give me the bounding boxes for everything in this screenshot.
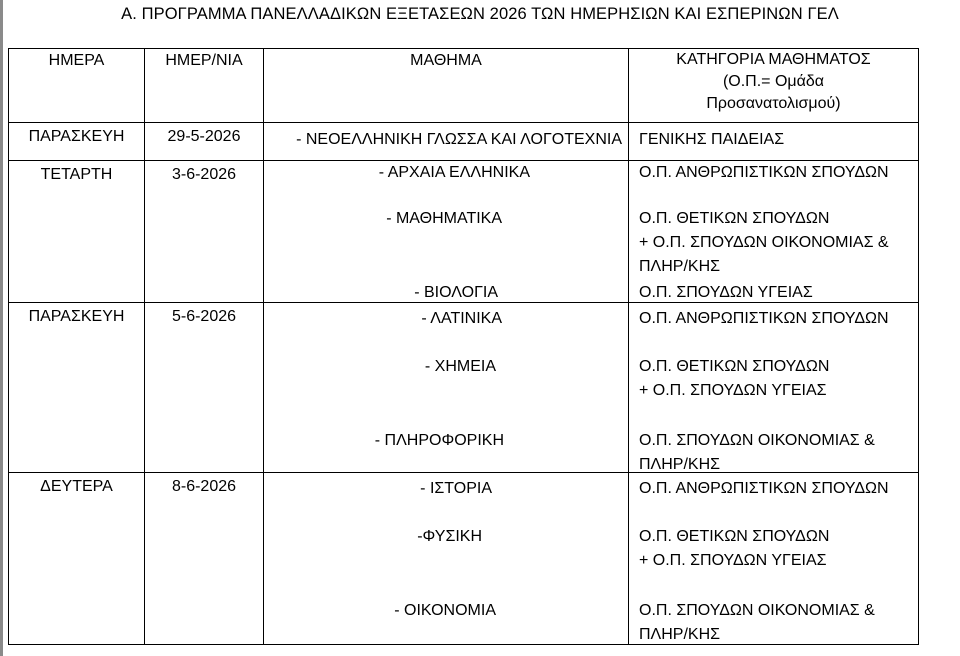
category-item: + Ο.Π. ΣΠΟΥΔΩΝ ΥΓΕΙΑΣ: [639, 382, 827, 399]
subject-item: - ΠΛΗΡΟΦΟΡΙΚΗ: [374, 432, 504, 449]
category-item: ΓΕΝΙΚΗΣ ΠΑΙΔΕΙΑΣ: [639, 131, 785, 148]
row-subjects: [264, 161, 629, 303]
category-item: Ο.Π. ΑΝΘΡΩΠΙΣΤΙΚΩΝ ΣΠΟΥΔΩΝ: [639, 310, 889, 327]
row-day: ΠΑΡΑΣΚΕΥΗ: [9, 123, 145, 161]
header-category: [629, 49, 919, 123]
row-categories: [629, 473, 919, 645]
category-item: Ο.Π. ΑΝΘΡΩΠΙΣΤΙΚΩΝ ΣΠΟΥΔΩΝ: [639, 164, 889, 181]
category-item: + Ο.Π. ΣΠΟΥΔΩΝ ΟΙΚΟΝΟΜΙΑΣ &: [639, 234, 889, 251]
category-item: Ο.Π. ΘΕΤΙΚΩΝ ΣΠΟΥΔΩΝ: [639, 358, 830, 375]
table-row: [9, 161, 919, 303]
row-subjects: [264, 123, 629, 161]
row-date: 3-6-2026: [145, 161, 264, 303]
category-item: Ο.Π. ΣΠΟΥΔΩΝ ΟΙΚΟΝΟΜΙΑΣ &: [639, 432, 875, 449]
document-title: Α. ΠΡΟΓΡΑΜΜΑ ΠΑΝΕΛΛΑΔΙΚΩΝ ΕΞΕΤΑΣΕΩΝ 2026 ΤΩΝ ΗΜΕΡΗΣΙΩΝ ΚΑΙ ΕΣΠΕΡΙΝΩΝ ΓΕΛ: [121, 5, 839, 23]
category-item: Ο.Π. ΑΝΘΡΩΠΙΣΤΙΚΩΝ ΣΠΟΥΔΩΝ: [639, 480, 889, 497]
row-date: 29-5-2026: [145, 123, 264, 161]
row-day: ΠΑΡΑΣΚΕΥΗ: [9, 303, 145, 473]
header-category-line: Προσανατολισμού): [706, 95, 841, 112]
subject-item: - ΙΣΤΟΡΙΑ: [420, 480, 492, 497]
header-category-line: (Ο.Π.= Ομάδα: [722, 73, 825, 90]
row-day: ΤΕΤΑΡΤΗ: [9, 161, 145, 303]
row-categories: [629, 303, 919, 473]
row-day: ΔΕΥΤΕΡΑ: [9, 473, 145, 645]
row-subjects: [264, 473, 629, 645]
table-row: [9, 303, 919, 473]
table-header-row: [9, 49, 919, 123]
header-subject: ΜΑΘΗΜΑ: [264, 49, 629, 123]
row-categories: [629, 161, 919, 303]
subject-item: - ΧΗΜΕΙΑ: [424, 358, 496, 375]
exam-schedule-table: [8, 48, 919, 645]
table-row: [9, 473, 919, 645]
subject-item: - ΑΡΧΑΙΑ ΕΛΛΗΝΙΚΑ: [378, 164, 530, 181]
header-category-line: ΚΑΤΗΓΟΡΙΑ ΜΑΘΗΜΑΤΟΣ: [676, 51, 871, 68]
subject-item: - ΜΑΘΗΜΑΤΙΚΑ: [386, 210, 502, 227]
category-item: + Ο.Π. ΣΠΟΥΔΩΝ ΥΓΕΙΑΣ: [639, 552, 827, 569]
category-item: Ο.Π. ΣΠΟΥΔΩΝ ΟΙΚΟΝΟΜΙΑΣ &: [639, 602, 875, 619]
subject-item: -ΦΥΣΙΚΗ: [417, 528, 482, 545]
header-day: ΗΜΕΡΑ: [9, 49, 145, 123]
category-item: Ο.Π. ΣΠΟΥΔΩΝ ΥΓΕΙΑΣ: [639, 284, 813, 301]
row-subjects: [264, 303, 629, 473]
category-item: Ο.Π. ΘΕΤΙΚΩΝ ΣΠΟΥΔΩΝ: [639, 528, 830, 545]
table-row: [9, 123, 919, 161]
category-item: Ο.Π. ΘΕΤΙΚΩΝ ΣΠΟΥΔΩΝ: [639, 210, 830, 227]
row-categories: [629, 123, 919, 161]
row-date: 5-6-2026: [145, 303, 264, 473]
category-item: ΠΛΗΡ/ΚΗΣ: [639, 258, 721, 275]
header-date: ΗΜΕΡ/ΝΙΑ: [145, 49, 264, 123]
subject-item: - ΝΕΟΕΛΛΗΝΙΚΗ ΓΛΩΣΣΑ ΚΑΙ ΛΟΓΟΤΕΧΝΙΑ: [296, 131, 622, 148]
subject-item: - ΟΙΚΟΝΟΜΙΑ: [394, 602, 496, 619]
category-item: ΠΛΗΡ/ΚΗΣ: [639, 456, 721, 473]
left-edge-border: [0, 0, 3, 656]
subject-item: - ΛΑΤΙΝΙΚΑ: [421, 310, 502, 327]
category-item: ΠΛΗΡ/ΚΗΣ: [639, 626, 721, 643]
row-date: 8-6-2026: [145, 473, 264, 645]
subject-item: - ΒΙΟΛΟΓΙΑ: [414, 284, 498, 301]
